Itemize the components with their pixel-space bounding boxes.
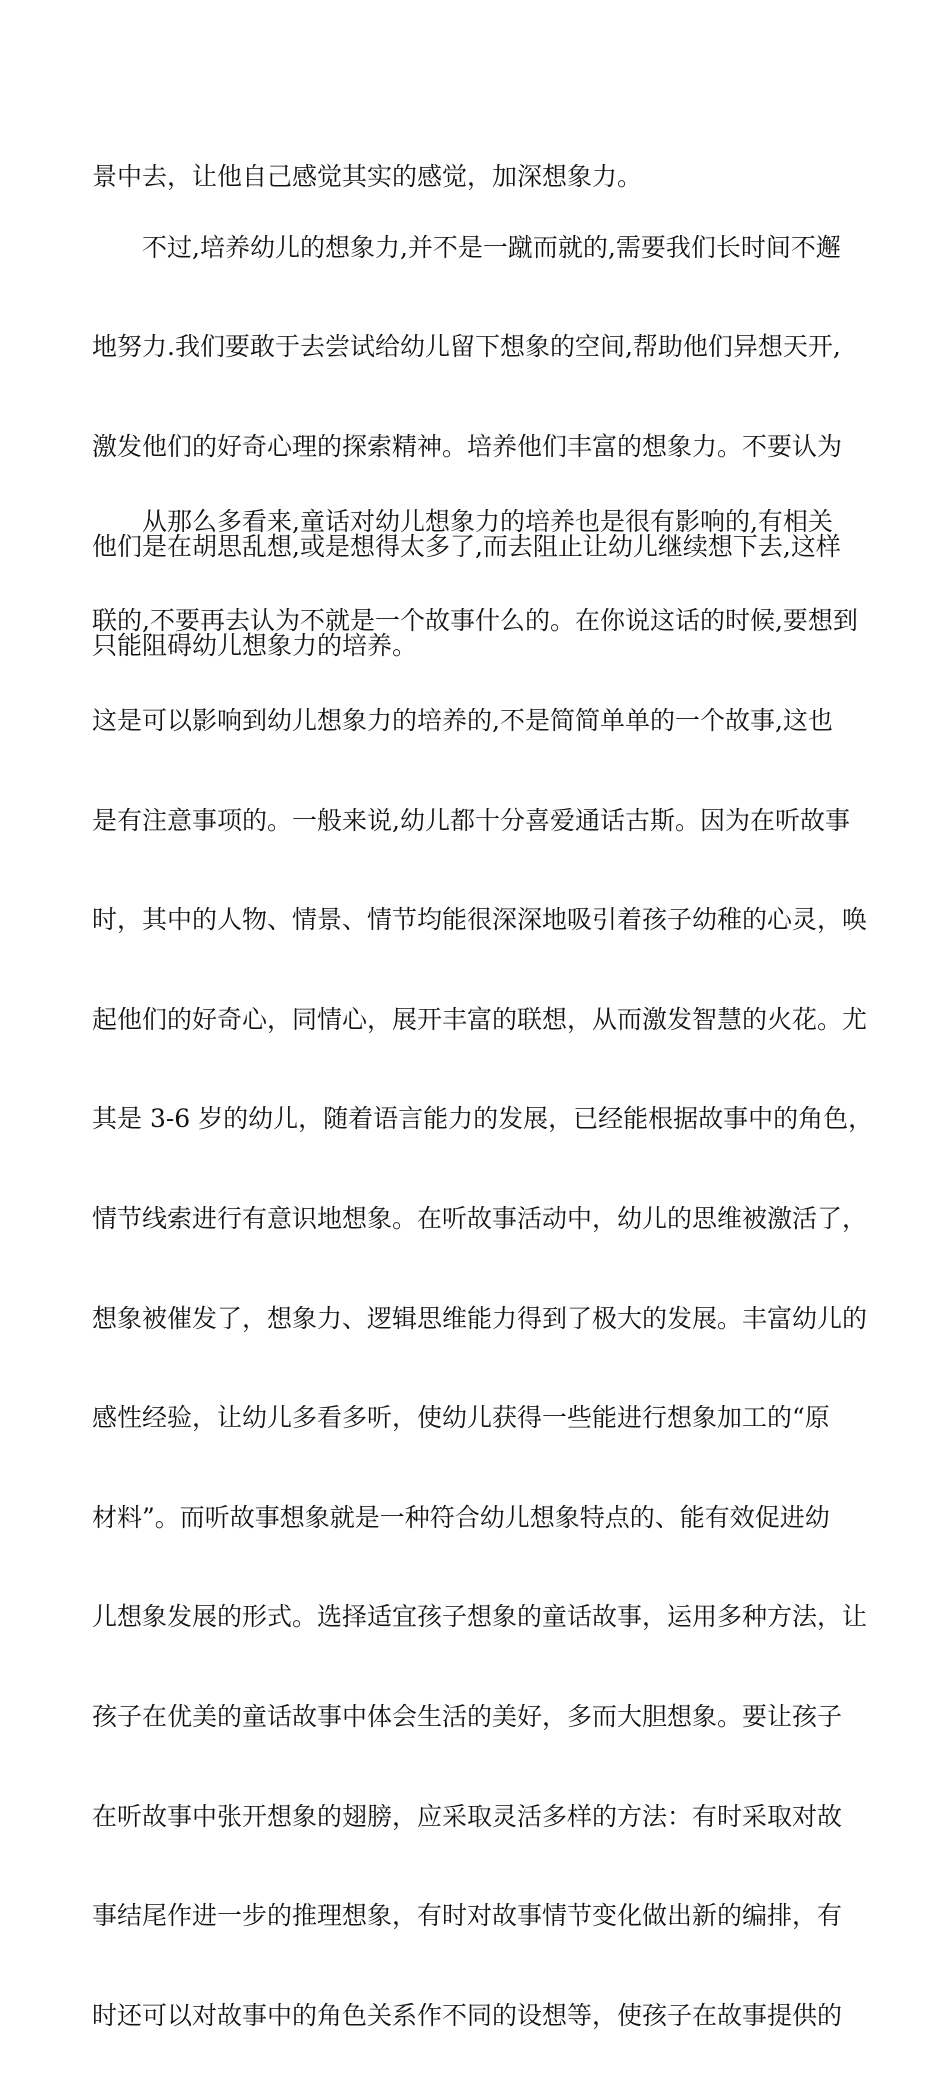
paragraph-2-line-5: 只能阻碍幼儿想象力的培养。 <box>92 631 418 661</box>
paragraph-2-line-2: 地努力.我们要敢于去尝试给幼儿留下想象的空间,帮助他们异想天开, <box>92 332 841 362</box>
paragraph-3-line-1: 从那么多看来,童话对幼儿想象力的培养也是很有影响的,有相关 <box>142 506 833 536</box>
paragraph-3-line-2: 联的,不要再去认为不就是一个故事什么的。在你说这话的时候,要想到 <box>92 606 858 636</box>
paragraph-2-line-3: 激发他们的好奇心理的探索精神。培养他们丰富的想象力。不要认为 <box>92 431 843 461</box>
paragraph-3-line-4: 是有注意事项的。一般来说,幼儿都十分喜爱通话古斯。因为在听故事 <box>92 805 850 835</box>
paragraph-3-line-9: 想象被催发了，想象力、逻辑思维能力得到了极大的发展。丰富幼儿的 <box>92 1303 868 1333</box>
paragraph-3-line-12: 儿想象发展的形式。选择适宜孩子想象的童话故事，运用多种方法，让 <box>92 1602 868 1632</box>
paragraph-3-line-15: 事结尾作进一步的推理想象，有时对故事情节变化做出新的编排，有 <box>92 1901 843 1931</box>
paragraph-3-line-8: 情节线索进行有意识地想象。在听故事活动中，幼儿的思维被激活了， <box>92 1203 868 1233</box>
paragraph-3-line-13: 孩子在优美的童话故事中体会生活的美好，多而大胆想象。要让孩子 <box>92 1701 843 1731</box>
paragraph-3 <box>92 447 874 2090</box>
paragraph-3-line-16: 时还可以对故事中的角色关系作不同的设想等，使孩子在故事提供的 <box>92 2000 843 2030</box>
paragraph-1-line-1: 景中去，让他自己感觉其实的感觉，加深想象力。 <box>92 161 643 191</box>
paragraph-3-line-6: 起他们的好奇心，同情心，展开丰富的联想，从而激发智慧的火花。尤 <box>92 1004 868 1034</box>
paragraph-3-line-11: 材料”。而听故事想象就是一种符合幼儿想象特点的、能有效促进幼 <box>92 1502 830 1532</box>
paragraph-3-line-3: 这是可以影响到幼儿想象力的培养的,不是简简单单的一个故事,这也 <box>92 705 833 735</box>
paragraph-3-line-7: 其是 3-6 岁的幼儿，随着语言能力的发展，已经能根据故事中的角色， <box>92 1104 874 1134</box>
paragraph-3-line-14: 在听故事中张开想象的翅膀，应采取灵活多样的方法：有时采取对故 <box>92 1801 843 1831</box>
paragraph-2-line-1: 不过,培养幼儿的想象力,并不是一蹴而就的,需要我们长时间不邂 <box>142 232 841 262</box>
paragraph-2-line-4: 他们是在胡思乱想,或是想得太多了,而去阻止让幼儿继续想下去,这样 <box>92 531 841 561</box>
paragraph-3-line-5: 时，其中的人物、情景、情节均能很深深地吸引着孩子幼稚的心灵，唤 <box>92 905 868 935</box>
paragraph-3-line-10: 感性经验，让幼儿多看多听，使幼儿获得一些能进行想象加工的“原 <box>92 1403 830 1433</box>
